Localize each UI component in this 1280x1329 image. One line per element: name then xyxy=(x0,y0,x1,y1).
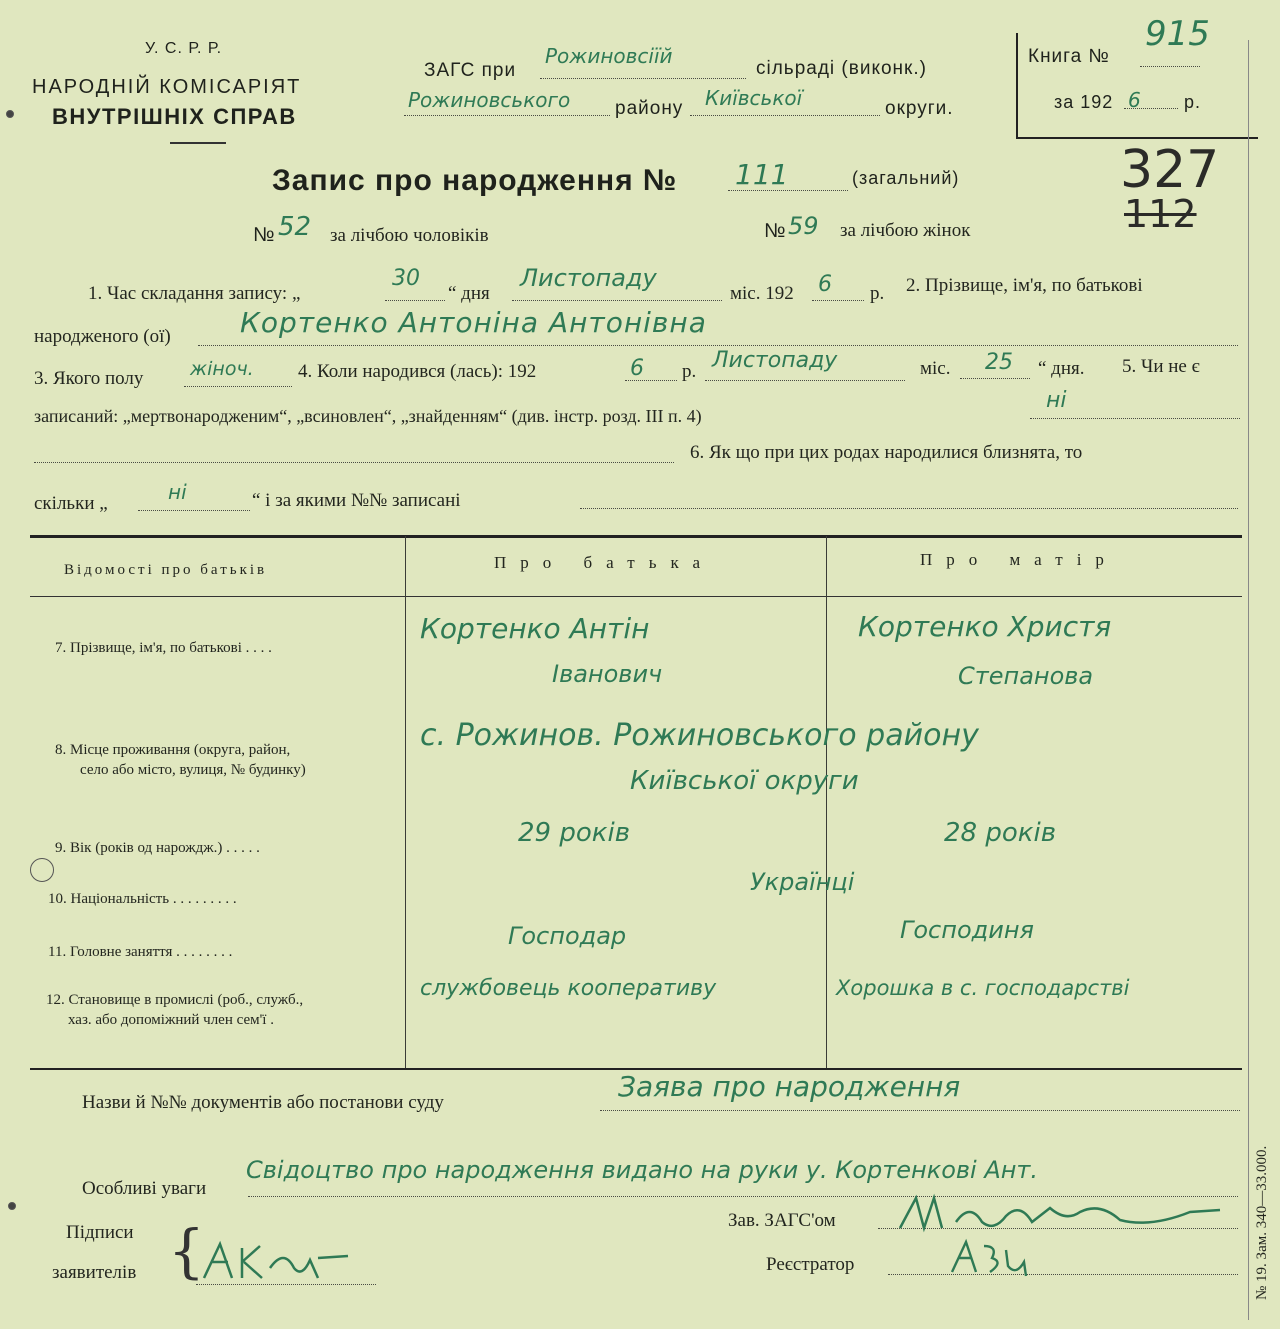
col-father-header: Про батька xyxy=(494,553,715,572)
row9-mother: 28 років xyxy=(944,818,1057,848)
book-year-digit: 6 xyxy=(1128,88,1141,112)
f3-line xyxy=(184,386,292,387)
registrar-line xyxy=(888,1274,1238,1275)
women-label: за лічбою жінок xyxy=(840,220,971,241)
table-col-divider-2 xyxy=(826,536,827,1068)
row10-common: Українці xyxy=(750,868,855,896)
f1-day-line xyxy=(385,300,445,301)
f1-month-line xyxy=(512,300,722,301)
f6-line-right xyxy=(580,508,1238,509)
f2-label: 2. Прізвище, ім'я, по батькові xyxy=(906,275,1143,296)
row12-mother: Хорошка в с. господарстві xyxy=(836,976,1130,1000)
punch-hole xyxy=(6,110,14,118)
f1-month: Листопаду xyxy=(520,264,657,292)
book-label: Книга № xyxy=(1028,46,1110,67)
men-label: за лічбою чоловіків xyxy=(330,225,489,246)
district-line xyxy=(404,115,610,116)
f4-month-line xyxy=(705,380,905,381)
f4-year-line xyxy=(625,380,677,381)
f4-year: 6 xyxy=(630,356,644,381)
f3-value: жіноч. xyxy=(190,358,254,380)
row7-father2: Іванович xyxy=(552,660,663,688)
women-prefix: № xyxy=(764,220,787,242)
row7-label: 7. Прізвище, ім'я, по батькові . . . . xyxy=(55,640,272,656)
right-border xyxy=(1248,40,1249,1320)
f4-label: 4. Коли народився (лась): 192 xyxy=(298,361,537,382)
men-number: 52 xyxy=(278,212,312,242)
f6-label: 6. Як що при цих родах народилися близнята, то xyxy=(690,442,1083,463)
record-title: Запис про народження № xyxy=(272,164,678,197)
zags-line xyxy=(540,78,746,79)
okruga-line xyxy=(690,115,880,116)
f5-value: ні xyxy=(1046,388,1067,413)
f1-label: 1. Час складання запису: „ xyxy=(88,283,301,304)
f4-r: р. xyxy=(682,361,697,382)
table-top-border xyxy=(30,535,1242,538)
applicant-signature xyxy=(198,1238,358,1288)
zags-head-label: Зав. ЗАГС'ом xyxy=(728,1210,836,1231)
header-divider xyxy=(170,142,226,144)
row9-father: 29 років xyxy=(518,818,631,848)
book-year-line xyxy=(1124,108,1178,109)
signatures-label2: заявителів xyxy=(52,1262,137,1283)
row11-father: Господар xyxy=(508,922,627,950)
f6-value: ні xyxy=(168,480,187,504)
table-header-border xyxy=(30,596,1242,597)
book-value: 915 xyxy=(1145,14,1210,54)
row12-label: 12. Становище в промислі (роб., служб., xyxy=(46,992,304,1008)
f2-line xyxy=(198,345,1238,346)
f6-rest: “ і за якими №№ записані xyxy=(252,490,461,511)
row9-label: 9. Вік (років од нарождж.) . . . . . xyxy=(55,840,260,856)
f1-day: 30 xyxy=(392,266,420,291)
f1-month-label: міс. 192 xyxy=(730,283,794,304)
signatures-label1: Підписи xyxy=(66,1222,134,1243)
okruga-value: Київської xyxy=(705,86,803,110)
f1-year-line xyxy=(812,300,864,301)
f6-value-line xyxy=(138,510,250,511)
col-info-header: Відомості про батьків xyxy=(64,562,268,578)
okruga-label: округи. xyxy=(885,98,954,119)
f4-day-line xyxy=(960,378,1030,379)
book-year-suffix: р. xyxy=(1184,92,1202,112)
notes-label: Особливі уваги xyxy=(82,1178,207,1199)
docs-label: Назви й №№ документів або постанови суду xyxy=(82,1092,444,1113)
row11-label: 11. Головне заняття . . . . . . . . xyxy=(48,944,233,960)
silradi-label: сільраді (виконк.) xyxy=(756,58,927,79)
f6-line-left xyxy=(34,462,674,463)
punch-hole xyxy=(8,1202,16,1210)
district-value: Рожиновського xyxy=(408,88,571,112)
row7-father: Кортенко Антін xyxy=(420,612,650,645)
punch-hole xyxy=(30,858,54,882)
district-label: району xyxy=(615,98,684,119)
f1-year-suffix: р. xyxy=(870,283,885,304)
f4-month: Листопаду xyxy=(712,348,838,373)
men-prefix: № xyxy=(253,224,276,246)
record-general: (загальний) xyxy=(852,168,960,188)
table-col-divider-1 xyxy=(405,536,406,1068)
zags-head-signature xyxy=(890,1192,1230,1238)
row10-label: 10. Національність . . . . . . . . . xyxy=(48,891,237,907)
f6-skilky: скільки „ xyxy=(34,493,108,514)
row8-father: с. Рожинов. Рожиновського району xyxy=(420,718,979,753)
f4-dnia: “ дня. xyxy=(1038,358,1085,379)
women-number: 59 xyxy=(788,212,819,240)
commissariat-line1: НАРОДНІЙ КОМІСАРІЯТ xyxy=(32,76,302,98)
row8-label: 8. Місце проживання (округа, район, xyxy=(55,742,291,758)
book-line xyxy=(1140,66,1200,67)
book-year-prefix: за 192 xyxy=(1054,92,1114,112)
row8-label2: село або місто, вулиця, № будинку) xyxy=(80,762,306,778)
row7-mother2: Степанова xyxy=(958,662,1094,690)
f5-text: записаний: „мертвонародженим“, „всиновлен“, „знайденням“ (див. інстр. розд. III п. 4) xyxy=(34,406,702,426)
commissariat-line2: ВНУТРІШНІХ СПРАВ xyxy=(52,104,297,129)
stamp-number-old: 112 xyxy=(1124,192,1197,236)
f2-label2: народженого (ої) xyxy=(34,326,171,347)
signature-brace: { xyxy=(168,1217,205,1285)
side-print: № 19. Зам. 340—33.000. xyxy=(1254,1145,1270,1300)
row12-label2: хаз. або допоміжний член сем'ї . xyxy=(68,1012,274,1028)
registrar-label: Реєстратор xyxy=(766,1254,855,1275)
notes-value: Свідоцтво про народження видано на руки у. Кортенкові Ант. xyxy=(246,1156,1039,1184)
f5-line xyxy=(1030,418,1240,419)
f5-label: 5. Чи не є xyxy=(1122,356,1200,377)
docs-value: Заява про народження xyxy=(618,1070,961,1103)
docs-line xyxy=(600,1110,1240,1111)
row7-mother: Кортенко Христя xyxy=(858,610,1112,643)
row12-father: службовець кооперативу xyxy=(420,976,717,1001)
row8-father2: Київської округи xyxy=(630,766,859,796)
f3-label: 3. Якого полу xyxy=(34,368,144,389)
f2-value: Кортенко Антоніна Антонівна xyxy=(240,306,707,339)
row11-mother: Господиня xyxy=(900,916,1034,944)
f4-mis: міс. xyxy=(920,358,951,379)
record-number: 111 xyxy=(735,158,789,191)
f4-day: 25 xyxy=(985,350,1013,375)
registrar-signature xyxy=(946,1236,1036,1280)
f1-year: 6 xyxy=(818,272,832,297)
col-mother-header: Про матір xyxy=(920,550,1118,569)
f1-day-suffix: “ дня xyxy=(448,283,490,304)
zags-value: Рожиновсіїй xyxy=(545,44,673,68)
zags-label: ЗАГС при xyxy=(424,60,517,81)
stamp-number: 327 xyxy=(1120,140,1220,200)
ussr-heading: У. С. Р. Р. xyxy=(145,40,223,57)
